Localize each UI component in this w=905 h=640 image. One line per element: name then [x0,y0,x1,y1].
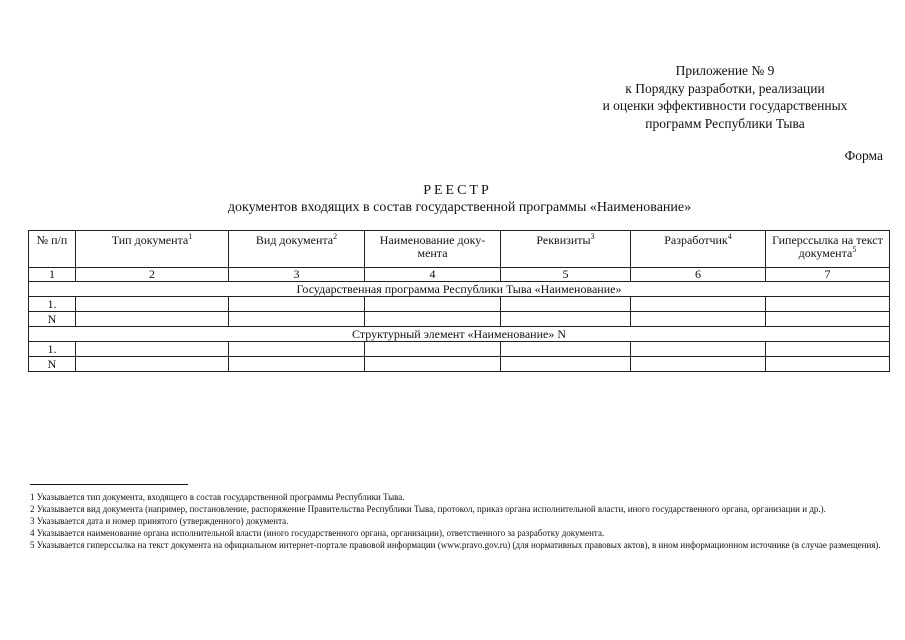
footnotes [30,491,886,551]
header-cell-doc-kind: Вид документа$^2$ [229,231,365,268]
table-cell [229,342,365,357]
table-row [29,297,890,312]
table-cell [631,312,766,327]
table-cell [76,342,229,357]
column-number: 5 [501,268,631,282]
section-row-program [29,282,890,297]
header-cell-doc-name: Наименование доку-мента [365,231,501,268]
column-number: 1 [29,268,76,282]
row-number: 1. [29,342,76,357]
table-cell [229,297,365,312]
table-cell [766,342,890,357]
table-cell [631,297,766,312]
section-title: Структурный элемент «Наименование» N [29,327,890,342]
section-title: Государственная программа Республики Тыва «Наименование» [29,282,890,297]
table-cell [766,312,890,327]
column-number: 7 [766,268,890,282]
table-cell [229,357,365,372]
row-number: N [29,357,76,372]
appendix-line: и оценки эффективности государственных [602,98,848,113]
header-cell-doc-type: Тип документа$^1$ [76,231,229,268]
table-cell [501,297,631,312]
table-cell [365,342,501,357]
header-cell-developer: Разработчик$^4$ [631,231,766,268]
registry-table [28,230,890,372]
footnote-2: 2 Указывается вид документа (например, постановление, распоряжение Правительства Республики Тыва, протокол, приказ органа исполнительной власти, иного государственного органа, организации и др.). [30,504,826,514]
column-number: 4 [365,268,501,282]
table-cell [631,342,766,357]
table-cell [501,357,631,372]
footnote-5: 5 Указывается гиперссылка на текст документа на официальном интернет-портале правовой информации (www.pravo.gov.ru) (для нормативных правовых актов), в ином информационном источнике (в случае размещения). [30,540,881,550]
footnote-3: 3 Указывается дата и номер принятого (утвержденного) документа. [30,516,289,526]
table-cell [365,357,501,372]
column-number: 3 [229,268,365,282]
table-row [29,342,890,357]
table-cell [766,297,890,312]
table-row [29,357,890,372]
title-registry: РЕЕСТР [423,183,492,198]
table-cell [365,297,501,312]
appendix-line: к Порядку разработки, реализации [625,80,825,96]
table-cell [76,297,229,312]
document-title [0,182,905,216]
header-cell-requisites: Реквизиты$^3$ [501,231,631,268]
column-number: 2 [76,268,229,282]
header-cell-number: № п/п [29,231,76,268]
section-row-structural-element [29,327,890,342]
column-number: 6 [631,268,766,282]
column-numbers-row [29,268,890,282]
title-subtitle: документов входящих в состав государственной программы «Наименование» [227,200,692,215]
table-cell [365,312,501,327]
row-number: 1. [29,297,76,312]
table-cell [501,342,631,357]
table-cell [76,312,229,327]
row-number: N [29,312,76,327]
appendix-header [560,62,890,132]
footnote-1: 1 Указывается тип документа, входящего в состав государственной программы Республики Тыва. [30,492,405,502]
table-cell [229,312,365,327]
table-cell [76,357,229,372]
table-cell [631,357,766,372]
table-cell [501,312,631,327]
appendix-line: программ Республики Тыва [645,115,805,131]
form-label: Форма [844,148,883,163]
appendix-line: Приложение № 9 [675,63,775,78]
footnote-divider [30,484,188,485]
header-cell-hyperlink: Гиперссылка на текст документа$^5$ [766,231,890,268]
table-header-row [29,231,890,268]
table-row [29,312,890,327]
footnote-4: 4 Указывается наименование органа исполнительной власти (иного государственного органа, организации), ответственного за разработку документа. [30,528,605,538]
table-cell [766,357,890,372]
